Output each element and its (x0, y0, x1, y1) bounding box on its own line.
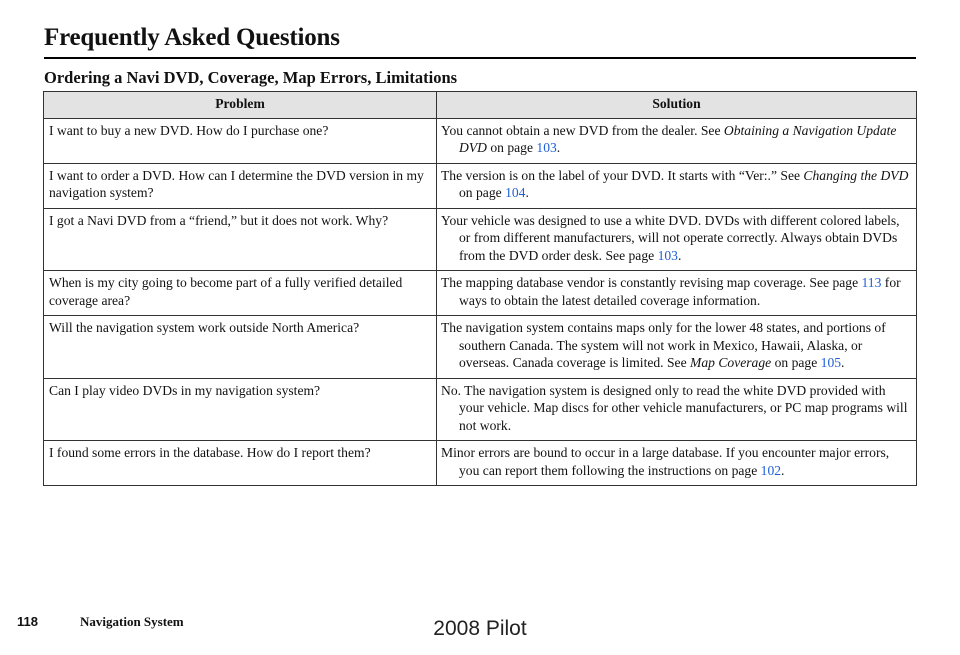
solution-cell (437, 378, 917, 441)
problem-cell: When is my city going to become part of a fully verified detailed coverage area? (44, 271, 437, 316)
solution-text: You cannot obtain a new DVD from the dealer. See (441, 122, 724, 138)
page-link[interactable]: 102 (760, 462, 782, 478)
page-number: 118 (17, 614, 38, 629)
solution-cell (437, 441, 917, 486)
section-reference: Changing the DVD (803, 167, 909, 183)
problem-cell: Can I play video DVDs in my navigation system? (44, 378, 437, 441)
footer-manual-name: Navigation System (80, 614, 184, 629)
solution-text: . (781, 462, 785, 478)
solution-text: . (841, 355, 845, 370)
problem-cell: I want to buy a new DVD. How do I purchase one? (44, 118, 437, 163)
problem-column-header: Problem (44, 92, 437, 119)
page-link[interactable]: 105 (820, 355, 842, 370)
page-link[interactable]: 104 (505, 185, 526, 200)
table-row (44, 163, 917, 208)
solution-cell (437, 208, 917, 271)
title-divider (44, 57, 916, 59)
table-row (44, 271, 917, 316)
section-title: Ordering a Navi DVD, Coverage, Map Errors, Limitations (44, 68, 458, 87)
solution-cell (437, 271, 917, 316)
table-row (44, 441, 917, 486)
solution-text: on page (459, 185, 506, 200)
section-reference: Obtaining a Navigation Update DVD (459, 122, 897, 155)
table-row (44, 208, 917, 271)
solution-text: Minor errors are bound to occur in a large database. If you encounter major errors, you can report them following the instructions on page (441, 445, 890, 478)
solution-text: on page (486, 140, 537, 155)
solution-text: . (556, 140, 561, 155)
solution-text: for ways to obtain the latest detailed coverage information. (459, 275, 901, 308)
problem-cell: I found some errors in the database. How do I report them? (44, 441, 437, 486)
solution-cell (437, 316, 917, 379)
watermark-text: 2008 Pilot (433, 617, 527, 640)
solution-text: The mapping database vendor is constantly revising map coverage. See page (441, 275, 862, 290)
page-link[interactable]: 103 (536, 140, 557, 155)
table-row (44, 118, 917, 163)
page-link[interactable]: 113 (861, 275, 882, 290)
section-reference: Map Coverage (690, 355, 772, 370)
problem-cell: I got a Navi DVD from a “friend,” but it does not work. Why? (44, 208, 437, 271)
page-link[interactable]: 103 (657, 247, 678, 263)
problem-cell: I want to order a DVD. How can I determine the DVD version in my navigation system? (44, 163, 437, 208)
solution-text: The navigation system contains maps only for the lower 48 states, and portions of southern Canada. The system will not work in Mexico, Hawaii, Alaska, or overseas. Canada coverage is limited. See (441, 320, 886, 370)
table-row (44, 316, 917, 379)
solution-text: No. The navigation system is designed only to read the white DVD provided with your vehicle. Map discs for other vehicle manufacturers, or PC map programs will not work. (441, 382, 908, 433)
page-title: Frequently Asked Questions (44, 24, 340, 51)
table-header-row (44, 92, 917, 119)
solution-cell (437, 163, 917, 208)
solution-text: . (677, 247, 682, 263)
solution-column-header: Solution (437, 92, 917, 119)
solution-cell (437, 118, 917, 163)
table-row (44, 378, 917, 441)
faq-table (43, 91, 917, 486)
solution-text: The version is on the label of your DVD. It starts with “Ver:.” See (441, 167, 804, 183)
solution-text: Your vehicle was designed to use a white DVD. DVDs with different colored labels, or from different manufacturers, will not operate correctly. Always obtain DVDs from the DVD order desk. See page (441, 212, 900, 263)
solution-text: on page (771, 355, 821, 370)
solution-text: . (525, 185, 529, 200)
problem-cell: Will the navigation system work outside North America? (44, 316, 437, 379)
